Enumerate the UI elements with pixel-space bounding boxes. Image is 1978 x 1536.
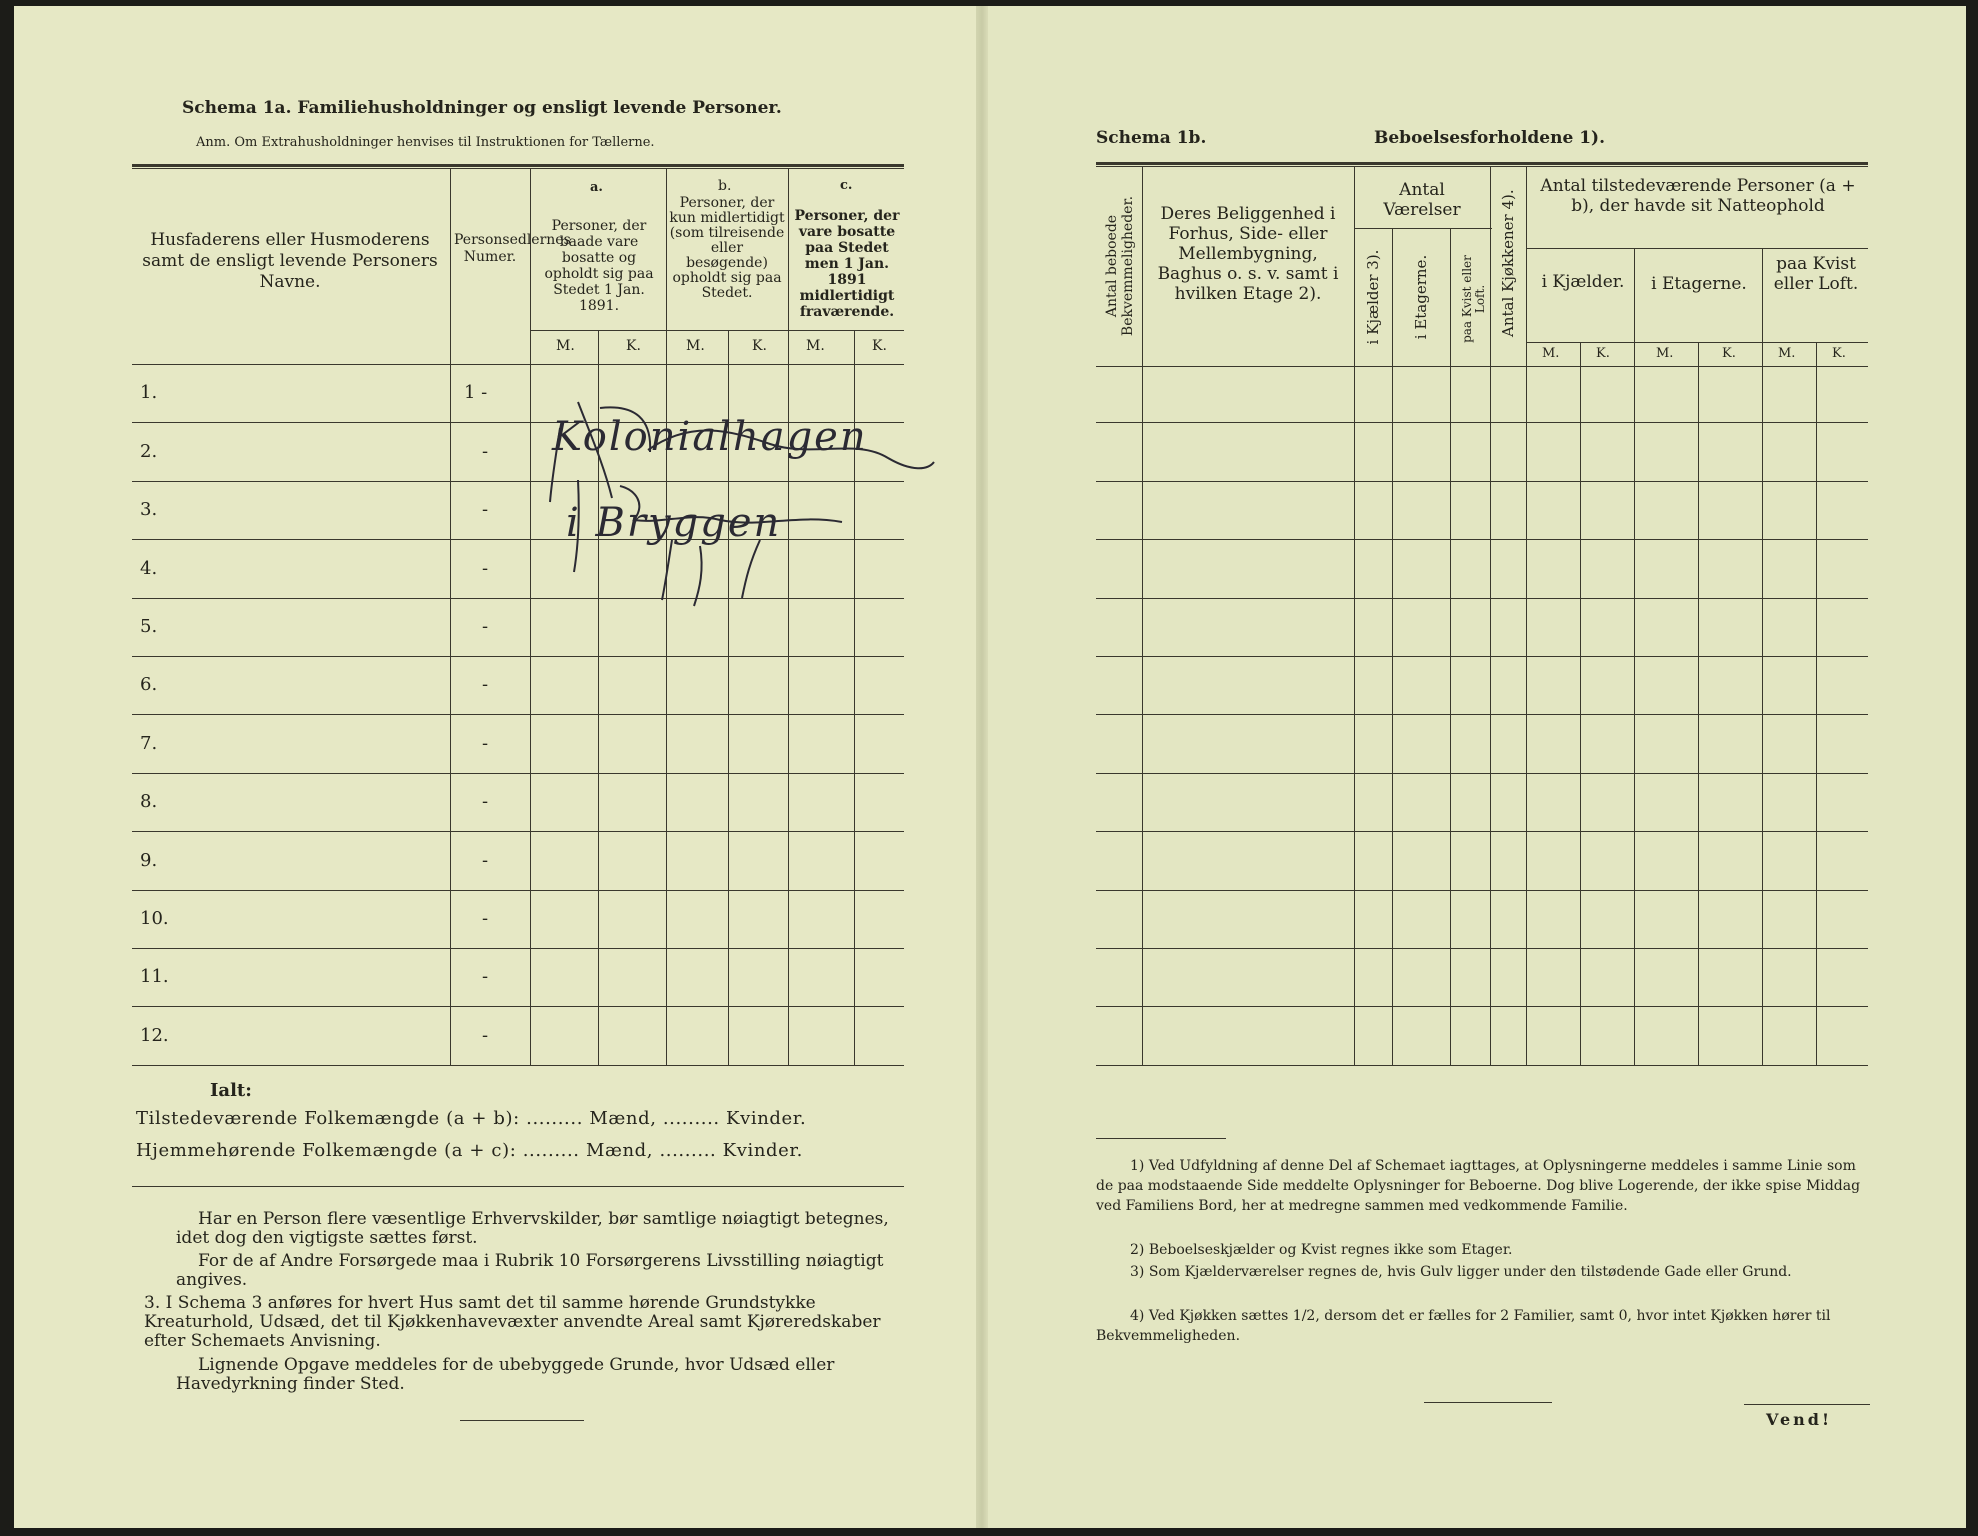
instruction-1: Har en Person flere væsentlige Erhvervskilder, bør samtlige nøiagtigt betegnes, idet dog den vigtigste sættes først.	[176, 1209, 889, 1248]
row-numer: -	[482, 616, 489, 637]
table-row-line-1b	[1096, 481, 1868, 482]
vend-label: Vend!	[1766, 1410, 1832, 1429]
row-numer: -	[482, 966, 489, 987]
table-row-line-1b	[1096, 598, 1868, 599]
row-numer: -	[482, 733, 489, 754]
table-row-line	[132, 481, 904, 482]
row-numer: -	[482, 791, 489, 812]
table-row-line	[132, 890, 904, 891]
header-kjokkener: Antal Kjøkkener 4).	[1499, 189, 1517, 337]
table-row-line-1b	[1096, 1006, 1868, 1007]
row-number: 8.	[140, 791, 158, 812]
footnote-rule	[1096, 1138, 1226, 1139]
schema-1a-note: Anm. Om Extrahusholdninger henvises til Instruktionen for Tællerne.	[196, 135, 655, 150]
schema-1a-title: Schema 1a. Familiehusholdninger og ensligt levende Personer.	[182, 98, 782, 118]
row-number: 1.	[140, 382, 158, 403]
bottom-rule	[460, 1420, 584, 1421]
header-kjaelder: i Kjælder 3).	[1364, 249, 1382, 345]
footnote-1: 1) Ved Udfyldning af denne Del af Schemaet iagttages, at Oplysningerne meddeles i samme Linie som de paa modstaaende Side meddelte Oplysninger for Beboerne. Dog blive Logerende, der ikke spise Middag ved Familiens Bord, her at medregne sammen med vedkommende Familie.	[1096, 1158, 1861, 1214]
table-row-line	[132, 598, 904, 599]
table-row-line	[132, 831, 904, 832]
row-numer: 1 -	[464, 382, 488, 403]
header-tilstede: Antal tilstedeværende Personer (a + b), der havde sit Natteophold	[1540, 176, 1856, 216]
table-row-line-1b	[1096, 714, 1868, 715]
col-c-m: M.	[806, 338, 825, 354]
header-b: Personer, der kun midlertidigt (som tilreisende eller besøgende) opholdt sig paa Stedet.	[669, 195, 785, 301]
header-kvist: paa Kvist eller Loft.	[1460, 255, 1487, 343]
table-row-line-1b	[1096, 422, 1868, 423]
header-i-kjaelder: i Kjælder.	[1541, 272, 1625, 292]
header-b-letter: b.	[718, 178, 732, 194]
vend-rule	[1744, 1404, 1870, 1405]
instruction-2: For de af Andre Forsørgede maa i Rubrik 10 Forsørgerens Livsstilling nøiagtigt angives.	[176, 1251, 884, 1290]
row-numer: -	[482, 558, 489, 579]
header-c-letter: c.	[840, 178, 853, 193]
row-numer: -	[482, 850, 489, 871]
header-i-etagerne: i Etagerne.	[1651, 274, 1747, 294]
header-c: Personer, der vare bosatte paa Stedet men 1 Jan. 1891 midlertidigt fraværende.	[794, 208, 900, 320]
table-row-line	[132, 773, 904, 774]
col-et-m: M.	[1656, 346, 1674, 361]
row-numer: -	[482, 674, 489, 695]
row-numer: -	[482, 908, 489, 929]
header-a-letter: a.	[590, 180, 603, 195]
schema-1b-title: Schema 1b.	[1096, 128, 1207, 148]
table-row-line-1b	[1096, 656, 1868, 657]
page-fold	[976, 6, 988, 1528]
footnote-3: 3) Som Kjælderværelser regnes de, hvis Gulv ligger under den tilstødende Gade eller Grund.	[1130, 1264, 1792, 1280]
table-row-line	[132, 656, 904, 657]
footnote-4: 4) Ved Kjøkken sættes 1/2, dersom det er fælles for 2 Familier, samt 0, hvor intet Kjøkken hører til Bekvemmeligheden.	[1096, 1308, 1831, 1344]
table-row-line	[132, 948, 904, 949]
instruction-3: 3. I Schema 3 anføres for hvert Hus samt det til samme hørende Grundstykke Kreaturhold, Udsæd, det til Kjøkkenhavevæxter anvendte Areal samt Kjøreredskaber efter Schemaets Anvisning.	[144, 1293, 881, 1351]
table-row-line-1b	[1096, 539, 1868, 540]
header-names: Husfaderens eller Husmoderens samt de ensligt levende Personers Navne.	[142, 230, 438, 292]
col-kj-k: K.	[1596, 346, 1610, 361]
col-lo-m: M.	[1778, 346, 1796, 361]
table-row-line-1b	[1096, 948, 1868, 949]
row-number: 7.	[140, 733, 158, 754]
sum-tilstede: Tilstedeværende Folkemængde (a + b): ......... Mænd, ......... Kvinder.	[136, 1108, 807, 1129]
footnote-2: 2) Beboelseskjælder og Kvist regnes ikke som Etager.	[1130, 1242, 1513, 1258]
table-row-line	[132, 1006, 904, 1007]
schema-1b-subtitle: Beboelsesforholdene 1).	[1374, 128, 1605, 148]
bottom-rule-right	[1424, 1402, 1552, 1403]
row-number: 2.	[140, 441, 158, 462]
header-antal-vaerelser: Antal Værelser	[1383, 180, 1461, 220]
row-numer: -	[482, 499, 489, 520]
row-number: 5.	[140, 616, 158, 637]
row-number: 3.	[140, 499, 158, 520]
row-number: 10.	[140, 908, 169, 929]
col-kj-m: M.	[1542, 346, 1560, 361]
row-number: 6.	[140, 674, 158, 695]
row-number: 12.	[140, 1025, 169, 1046]
header-a: Personer, der baade vare bosatte og opholdt sig paa Stedet 1 Jan. 1891.	[544, 218, 654, 314]
header-etagerne: i Etagerne.	[1412, 254, 1430, 340]
row-number: 11.	[140, 966, 169, 987]
row-numer: -	[482, 441, 489, 462]
table-row-line	[132, 539, 904, 540]
col-b-k: K.	[752, 338, 767, 354]
row-number: 9.	[140, 850, 158, 871]
col-b-m: M.	[686, 338, 705, 354]
col-a-m: M.	[556, 338, 575, 354]
instruction-4: Lignende Opgave meddeles for de ubebyggede Grunde, hvor Udsæd eller Havedyrkning finder Sted.	[176, 1355, 835, 1394]
col-lo-k: K.	[1832, 346, 1846, 361]
col-et-k: K.	[1722, 346, 1736, 361]
table-row-line-1b	[1096, 773, 1868, 774]
sum-hjemme: Hjemmehørende Folkemængde (a + c): ......... Mænd, ......... Kvinder.	[136, 1140, 803, 1161]
row-numer: -	[482, 1025, 489, 1046]
handwritten-line-2: i Bryggen	[566, 500, 782, 546]
ialt-label: Ialt:	[210, 1080, 252, 1101]
table-row-line-1b	[1096, 890, 1868, 891]
table-row-line	[132, 714, 904, 715]
header-numer: Personsedlernes Numer.	[454, 232, 571, 265]
table-row-line-1b	[1096, 831, 1868, 832]
row-number: 4.	[140, 558, 158, 579]
header-antal-beboede: Antal beboede Bekvemmeligheder.	[1104, 195, 1136, 337]
col-c-k: K.	[872, 338, 887, 354]
handwritten-line-1: Kolonialhagen	[552, 414, 868, 460]
header-beliggenhed: Deres Beliggenhed i Forhus, Side- eller Mellembygning, Baghus o. s. v. samt i hvilken Etage 2).	[1157, 204, 1339, 304]
header-paa-kvist: paa Kvist eller Loft.	[1773, 254, 1859, 294]
col-a-k: K.	[626, 338, 641, 354]
